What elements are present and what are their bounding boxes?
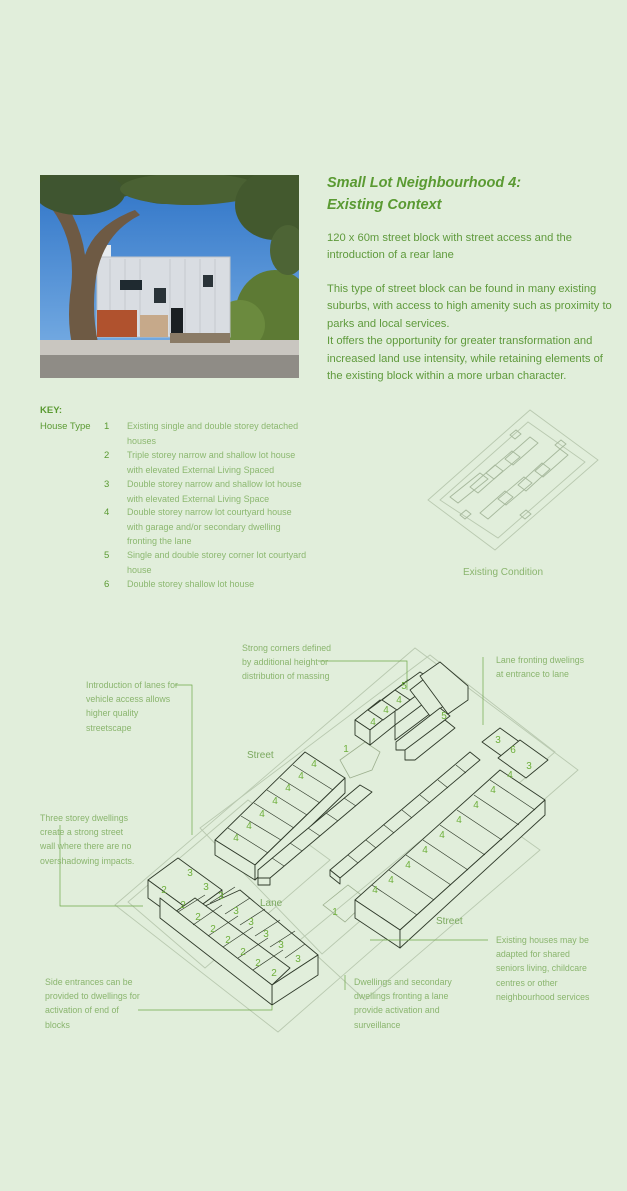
street-label: Street — [247, 750, 274, 761]
house-type-label: 2 — [195, 912, 201, 923]
house-type-label: 3 — [203, 882, 209, 893]
section-title — [327, 172, 607, 216]
key-item-text: Single and double storey corner lot courtyard house — [127, 550, 307, 575]
house-type-label: 4 — [473, 800, 479, 811]
house-type-label: 5 — [441, 711, 447, 722]
annotation-lane-fronting: Lane fronting dwelings at entrance to lane — [496, 655, 585, 680]
house-type-label: 1 — [343, 744, 349, 755]
key-item-text: Triple storey narrow and shallow lot house with elevated External Living Spaced — [127, 450, 296, 475]
house-type-label: 4 — [272, 796, 278, 807]
house-type-label: 3 — [495, 735, 501, 746]
house-type-label: 2 — [240, 947, 246, 958]
lane-label: Lane — [260, 898, 283, 909]
house-type-label: 4 — [372, 885, 378, 896]
key-item-text: Double storey narrow lot courtyard house with garage and/or secondary dwelling fronting the lane — [127, 507, 292, 546]
house-type-label: 3 — [278, 940, 284, 951]
house-type-label: 3 — [248, 917, 254, 928]
house-type-label: 2 — [271, 968, 277, 979]
house-type-label: 4 — [311, 759, 317, 770]
house-type-label: 4 — [507, 770, 513, 781]
house-type-label: 5 — [401, 681, 407, 692]
key-item-num: 3 — [104, 479, 110, 490]
annotation-secondary-dwellings: Dwellings and secondary dwellings fronting a lane provide activation and surveillance — [354, 977, 452, 1030]
house-type-label: 4 — [370, 717, 376, 728]
existing-condition-diagram — [420, 405, 610, 555]
key-item-num: 4 — [104, 507, 110, 518]
annotation-existing-houses: Existing houses may be adapted for shared seniors living, childcare centres or other neighbourhood services — [496, 935, 590, 1002]
house-type-label: 3 — [263, 929, 269, 940]
house-type-label: 2 — [161, 885, 167, 896]
house-type-label: 4 — [439, 830, 445, 841]
existing-condition-caption: Existing Condition — [463, 567, 544, 578]
intro-text: 120 x 60m street block with street access and the introduction of a rear lane — [327, 232, 573, 262]
house-type-label: 4 — [259, 809, 265, 820]
key-item-text: Existing single and double storey detached houses — [127, 421, 299, 446]
house-type-label: 3 — [233, 906, 239, 917]
key-item-num: 1 — [104, 421, 110, 432]
title-line-1: Small Lot Neighbourhood 4: — [327, 175, 522, 191]
annotation-three-storey: Three storey dwellings create a strong street wall where there are no overshadowing impacts. — [40, 813, 135, 866]
title-line-2: Existing Context — [327, 197, 442, 213]
house-type-label: 4 — [233, 833, 239, 844]
house-type-label: 4 — [298, 771, 304, 782]
house-type-label: 3 — [187, 868, 193, 879]
house-type-label: 2 — [255, 958, 261, 969]
house-type-label: 4 — [388, 875, 394, 886]
key-item-num: 2 — [104, 450, 110, 461]
house-type-label: 3 — [526, 761, 532, 772]
key-heading: KEY: — [40, 405, 62, 416]
annotation-lanes: Introduction of lanes for vehicle access allows higher quality streetscape — [86, 680, 178, 733]
house-type-label: 3 — [218, 891, 224, 902]
house-type-label: 4 — [383, 705, 389, 716]
house-type-label: 2 — [180, 900, 186, 911]
house-type-label: 3 — [295, 954, 301, 965]
key-item-text: Double storey narrow and shallow lot house with elevated External Living Space — [127, 479, 302, 504]
annotation-strong-corners: Strong corners defined by additional height or distribution of massing — [242, 643, 331, 682]
house-type-label: 2 — [210, 924, 216, 935]
house-type-label: 4 — [246, 821, 252, 832]
key-item-num: 5 — [104, 550, 110, 561]
street-label: Street — [436, 916, 463, 927]
key-label: House Type — [40, 421, 91, 432]
house-type-label: 2 — [225, 935, 231, 946]
house-type-label: 4 — [490, 785, 496, 796]
house-type-label: 1 — [332, 907, 338, 918]
house-type-label: 4 — [405, 860, 411, 871]
annotation-side-entrances: Side entrances can be provided to dwellings for activation of end of blocks — [45, 977, 140, 1030]
house-type-label: 4 — [456, 815, 462, 826]
house-type-label: 6 — [510, 745, 516, 756]
body-text: This type of street block can be found in many existing suburbs, with access to high amenity such as proximity to parks and local services. It offers the opportunity for greater transformation and increased land use intensity, while retaining elements of the existing block within a more urban character. — [327, 283, 612, 383]
key-item-text: Double storey shallow lot house — [127, 579, 255, 589]
key-item-num: 6 — [104, 579, 110, 590]
house-type-label: 4 — [285, 783, 291, 794]
house-type-label: 4 — [422, 845, 428, 856]
house-type-label: 4 — [396, 695, 402, 706]
house-photo — [40, 175, 299, 378]
